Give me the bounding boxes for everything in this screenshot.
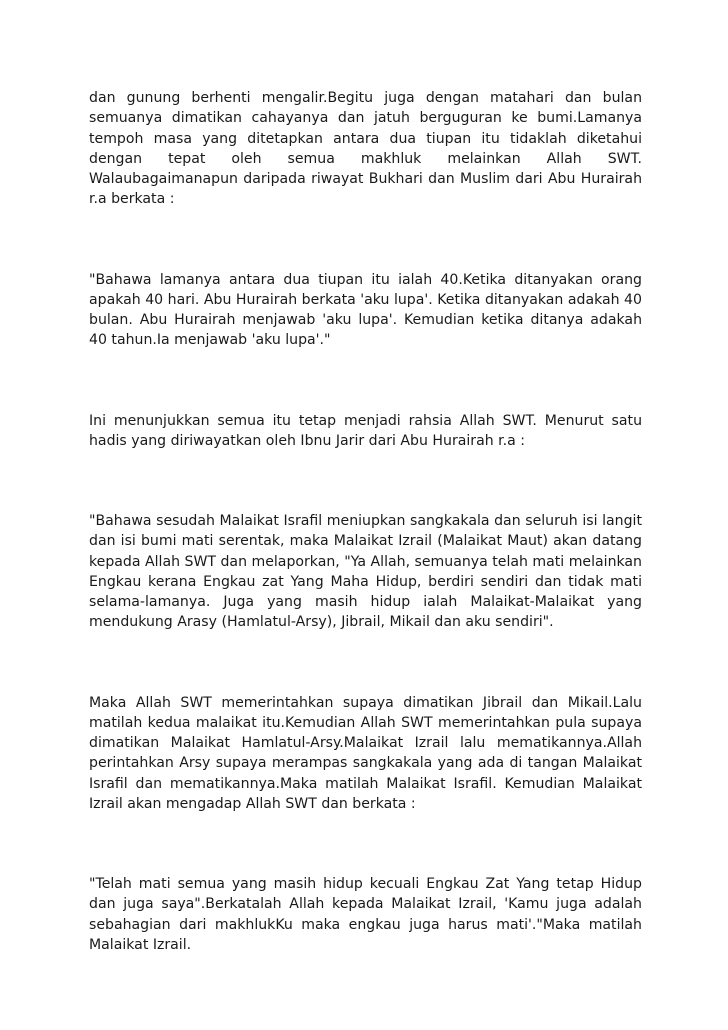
- paragraph-1: dan gunung berhenti mengalir.Begitu juga dengan matahari dan bulan semuanya dimatikan cahayanya dan jatuh berguguran ke bumi.Lamanya tempoh masa yang ditetapkan antara dua tiupan itu tidaklah diketahui dengan tepat oleh semua makhluk melainkan Allah SWT. Walaubagaimanapun daripada riwayat Bukhari dan Muslim dari Abu Hurairah r.a berkata :: [89, 90, 642, 208]
- document-page: [89, 88, 642, 955]
- paragraph-5: Maka Allah SWT memerintahkan supaya dimatikan Jibrail dan Mikail.Lalu matilah kedua malaikat itu.Kemudian Allah SWT memerintahkan pula supaya dimatikan Malaikat Hamlatul-Arsy.Malaikat Izrail lalu mematikannya.Allah perintahkan Arsy supaya merampas sangkakala yang ada di tangan Malaikat Israfil dan mematikannya.Maka matilah Malaikat Israfil. Kemudian Malaikat Izrail akan mengadap Allah SWT dan berkata :: [89, 694, 642, 812]
- paragraph-4-quote: "Bahawa sesudah Malaikat Israfil meniupkan sangkakala dan seluruh isi langit dan isi bumi mati serentak, maka Malaikat Izrail (Malaikat Maut) akan datang kepada Allah SWT dan melaporkan, "Ya Allah, semuanya telah mati melainkan Engkau kerana Engkau zat Yang Maha Hidup, berdiri sendiri dan tidak mati selama-lamanya. Juga yang masih hidup ialah Malaikat-Malaikat yang mendukung Arasy (Hamlatul-Arsy), Jibrail, Mikail dan aku sendiri".: [89, 513, 642, 631]
- paragraph-3: Ini menunjukkan semua itu tetap menjadi rahsia Allah SWT. Menurut satu hadis yang diriwayatkan oleh Ibnu Jarir dari Abu Hurairah r.a :: [89, 412, 642, 449]
- paragraph-2-quote: "Bahawa lamanya antara dua tiupan itu ialah 40.Ketika ditanyakan orang apakah 40 hari. Abu Hurairah berkata 'aku lupa'. Ketika ditanyakan adakah 40 bulan. Abu Hurairah menjawab 'aku lupa'. Kemudian ketika ditanya adakah 40 tahun.Ia menjawab 'aku lupa'.": [89, 271, 642, 349]
- paragraph-6-quote: "Telah mati semua yang masih hidup kecuali Engkau Zat Yang tetap Hidup dan juga saya".Berkatalah Allah kepada Malaikat Izrail, 'Kamu juga adalah sebahagian dari makhlukKu maka engkau juga harus mati'."Maka matilah Malaikat Izrail.: [89, 876, 642, 953]
